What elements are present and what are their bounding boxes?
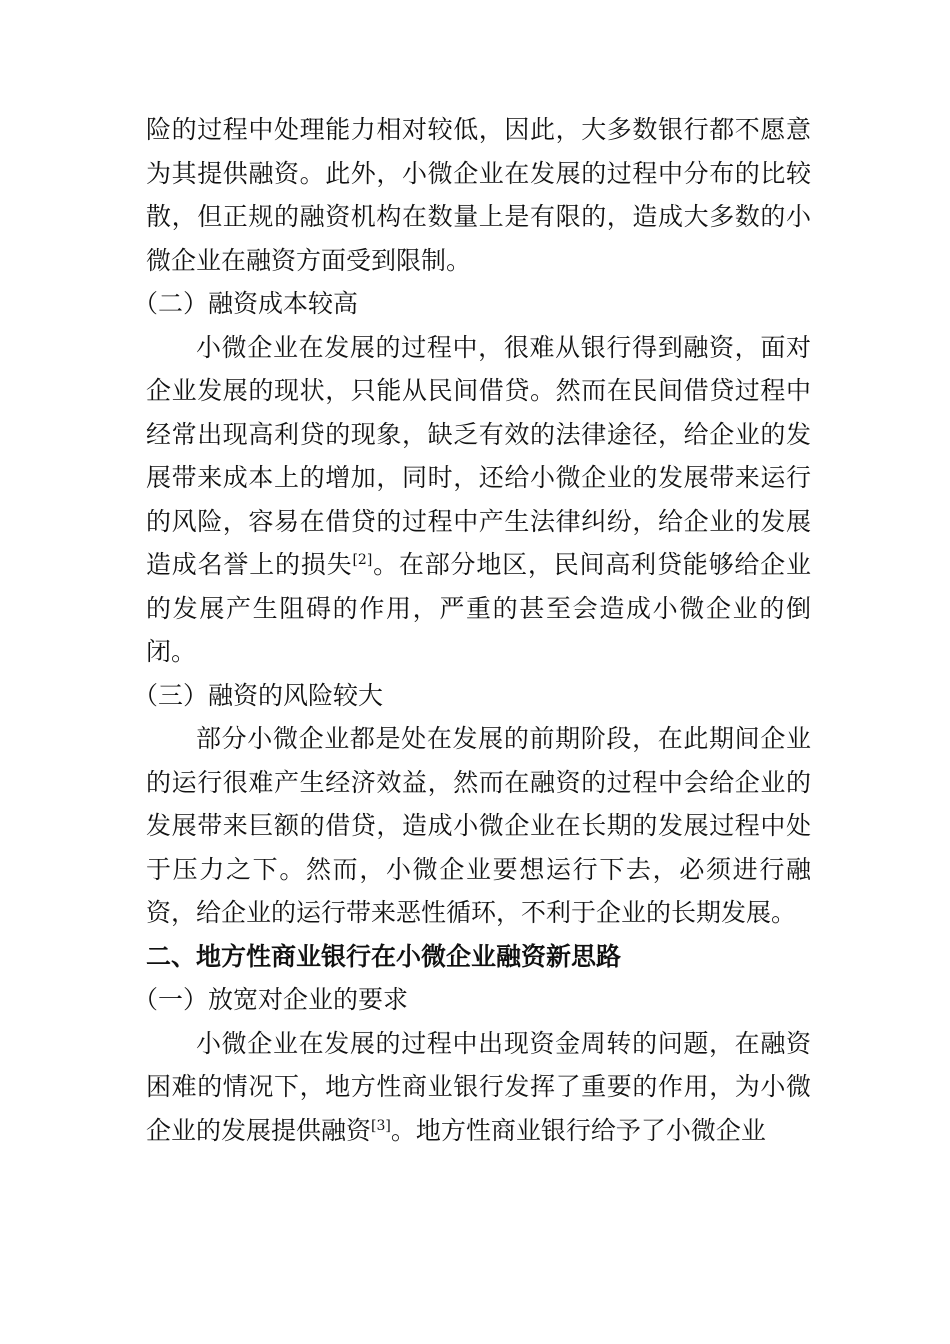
paragraph-relax-requirements <box>146 1022 811 1153</box>
document-body <box>133 108 811 1152</box>
paragraph-text: 小微企业在发展的过程中出现资金周转的问题，在融资困难的情况下，地方性商业银行发挥了重要的作用，为小微企业的发展提供融资 <box>146 1028 811 1145</box>
paragraph-text: 小微企业在发展的过程中，很难从银行得到融资，面对企业发展的现状，只能从民间借贷。然而在民间借贷过程中经常出现高利贷的现象，缺乏有效的法律途径，给企业的发展带来成本上的增加，同时，还给小微企业的发展带来运行的风险，容易在借贷的过程中产生法律纠纷，给企业的发展造成名誉上的损失 <box>146 332 811 579</box>
subheading-high-cost: （二）融资成本较高 <box>133 289 359 318</box>
paragraph-high-cost <box>146 326 811 674</box>
paragraph-text: 。地方性商业银行给予了小微企业 <box>390 1115 766 1145</box>
paragraph-limited-financing: 险的过程中处理能力相对较低，因此，大多数银行都不愿意为其提供融资。此外，小微企业在发展的过程中分布的比较散，但正规的融资机构在数量上是有限的，造成大多数的小微企业在融资方面受到限制。 <box>146 115 811 275</box>
paragraph-high-risk: 部分小微企业都是处在发展的前期阶段，在此期间企业的运行很难产生经济效益，然而在融资的过程中会给企业的发展带来巨额的借贷，造成小微企业在长期的发展过程中处于压力之下。然而，小微企业要想运行下去，必须进行融资，给企业的运行带来恶性循环，不利于企业的长期发展。 <box>146 724 811 927</box>
subheading-high-risk: （三）融资的风险较大 <box>133 680 384 710</box>
citation-ref-2: [2] <box>352 552 373 568</box>
section-heading-new-approach: 二、地方性商业银行在小微企业融资新思路 <box>146 941 622 971</box>
paragraph-text: 。在部分地区，民间高利贷能够给企业的发展产生阻碍的作用，严重的甚至会造成小微企业的倒闭。 <box>146 550 811 666</box>
citation-ref-3: [3] <box>371 1117 391 1134</box>
subheading-relax-requirements: （一）放宽对企业的要求 <box>133 985 409 1014</box>
